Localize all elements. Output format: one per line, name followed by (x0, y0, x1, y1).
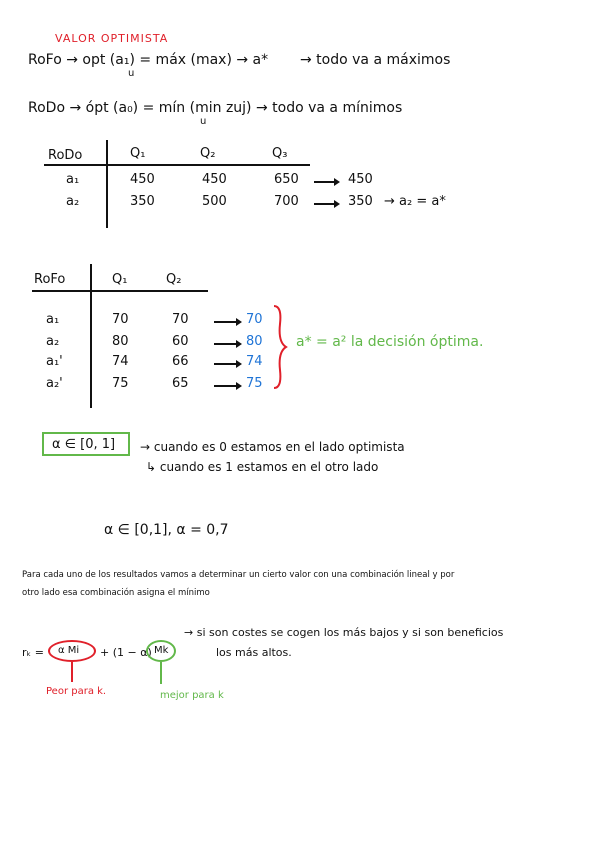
table1-header-q1: Q₁ (130, 146, 146, 161)
formula-note-1: → si son costes se cogen los más bajos y si son beneficios (184, 626, 504, 639)
table1-row1-q1: 450 (130, 172, 155, 187)
red-connector (71, 662, 73, 682)
table2-row2-result: 80 (246, 334, 263, 349)
formula-middle: + (1 − α) (100, 646, 152, 659)
table2-divider (90, 264, 92, 408)
alpha-box (42, 432, 130, 456)
formula-term1-circle (48, 640, 96, 662)
table2-row4-q2: 65 (172, 376, 189, 391)
table2-row3-q1: 74 (112, 354, 129, 369)
rodo-rule: RoDo → ópt (a₀) = mín (min zuj) → todo va a mínimos (28, 100, 403, 116)
table1-row2-q1: 350 (130, 194, 155, 209)
table2-row3-q2: 66 (172, 354, 189, 369)
table1-divider (106, 140, 108, 228)
table1-header-q3: Q₃ (272, 146, 288, 161)
label-red: Peor para k. (46, 686, 107, 697)
table2-header-q1: Q₁ (112, 272, 128, 287)
table2-header-q2: Q₂ (166, 272, 182, 287)
table2-row4-q1: 75 (112, 376, 129, 391)
green-connector (160, 662, 162, 684)
rofo-rule: RoFo → opt (a₁) = máx (max) → a* (28, 52, 269, 68)
formula-term2: Mk (154, 645, 169, 656)
table2-row3-arrow (214, 363, 240, 365)
table1-header-rodo: RoDo (48, 148, 83, 163)
alpha-value: α ∈ [0,1], α = 0,7 (104, 522, 229, 538)
table1-row2-q3: 700 (274, 194, 299, 209)
table1-row1-arrow (314, 181, 338, 183)
table2-row1-arrow (214, 321, 240, 323)
table2-row1-label: a₁ (46, 312, 60, 327)
table1-row1-result: 450 (348, 172, 373, 187)
paragraph-line-2: otro lado esa combinación asigna el mínimo (22, 588, 210, 598)
table2-row4-arrow (214, 385, 240, 387)
table2-row1-result: 70 (246, 312, 263, 327)
table2-row2-arrow (214, 343, 240, 345)
table2-row1-q1: 70 (112, 312, 129, 327)
formula-note-2: los más altos. (216, 646, 292, 659)
formula-lhs: rₖ = (22, 646, 44, 659)
formula-term1: α Mi (58, 645, 80, 656)
table1-header-rule (44, 164, 310, 166)
table1-row1-q3: 650 (274, 172, 299, 187)
table2-conclusion: a* = a² la decisión óptima. (296, 334, 484, 350)
table1-row2-result: 350 (348, 194, 373, 209)
formula-term2-circle (146, 640, 176, 662)
table1-row1-label: a₁ (66, 172, 80, 187)
table1-row2-label: a₂ (66, 194, 80, 209)
rofo-subscript: u (128, 68, 135, 79)
table2-row4-label: a₂' (46, 376, 63, 391)
table1-row2-q2: 500 (202, 194, 227, 209)
rofo-result: → todo va a máximos (300, 52, 451, 68)
rodo-subscript: u (200, 116, 207, 127)
page-heading: VALOR OPTIMISTA (55, 32, 169, 45)
table1-header-q2: Q₂ (200, 146, 216, 161)
alpha-note-1: → cuando es 0 estamos en el lado optimista (140, 440, 405, 454)
table1-row2-arrow (314, 203, 338, 205)
table1-row2-conclusion: → a₂ = a* (384, 194, 446, 209)
table2-row2-q1: 80 (112, 334, 129, 349)
alpha-note-2: ↳ cuando es 1 estamos en el otro lado (146, 460, 379, 474)
table2-row3-result: 74 (246, 354, 263, 369)
table2-header-rule (32, 290, 208, 292)
table2-row3-label: a₁' (46, 354, 63, 369)
paragraph-line-1: Para cada uno de los resultados vamos a determinar un cierto valor con una combinación lineal y por (22, 570, 455, 580)
table2-row4-result: 75 (246, 376, 263, 391)
table2-row1-q2: 70 (172, 312, 189, 327)
label-green: mejor para k (160, 690, 224, 701)
table2-row2-q2: 60 (172, 334, 189, 349)
table1-row1-q2: 450 (202, 172, 227, 187)
red-brace-icon (268, 304, 288, 390)
table2-row2-label: a₂ (46, 334, 60, 349)
alpha-box-expr: α ∈ [0, 1] (52, 437, 116, 452)
table2-header-rofo: RoFo (34, 272, 66, 287)
